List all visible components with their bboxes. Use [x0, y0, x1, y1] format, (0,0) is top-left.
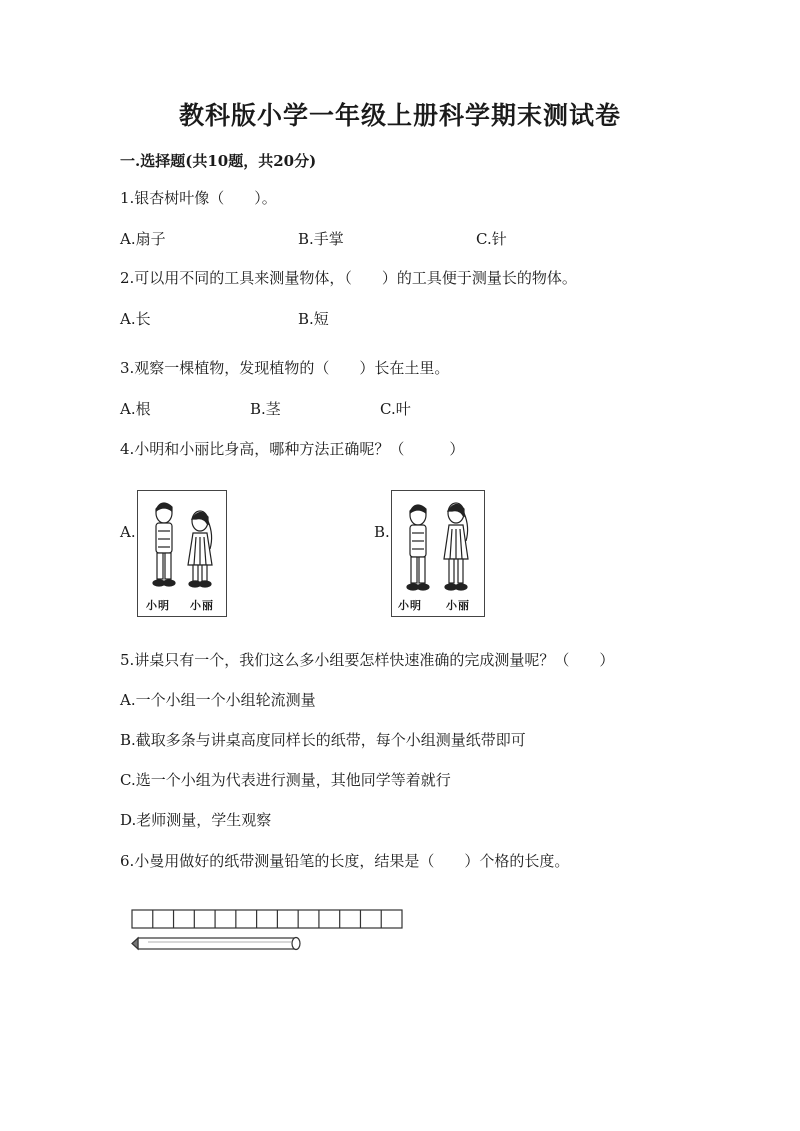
question-1-option-a: A.扇子	[120, 230, 166, 248]
height-comparison-figure-a	[137, 490, 227, 617]
height-comparison-figure-b	[391, 490, 485, 617]
question-4-option-a: A.	[120, 523, 136, 541]
page-title: 教科版小学一年级上册科学期末测试卷	[178, 101, 621, 130]
question-2-option-a: A.长	[120, 310, 151, 328]
question-4-stem: 4.小明和小丽比身高，哪种方法正确呢？（ ）	[120, 440, 465, 458]
question-3-stem: 3.观察一棵植物，发现植物的（ ）长在土里。	[120, 359, 450, 377]
figure-a-label-girl: 小丽	[190, 599, 214, 612]
figure-b-label-girl: 小丽	[446, 599, 470, 612]
strip-and-pencil-figure	[128, 908, 408, 956]
question-1-option-b: B.手掌	[298, 230, 344, 248]
question-2-stem: 2.可以用不同的工具来测量物体，（ ）的工具便于测量长的物体。	[120, 269, 577, 287]
question-5-option-a: A.一个小组一个小组轮流测量	[120, 691, 316, 709]
question-5-option-c: C.选一个小组为代表进行测量，其他同学等着就行	[120, 771, 451, 789]
question-1-option-c: C.针	[476, 230, 507, 248]
question-3-option-a: A.根	[120, 400, 151, 418]
question-2-option-b: B.短	[298, 310, 329, 328]
question-6-stem: 6.小曼用做好的纸带测量铅笔的长度，结果是（ ）个格的长度。	[120, 852, 570, 870]
section-heading: 一.选择题(共10题，共20分)	[120, 152, 317, 170]
question-4-option-b: B.	[374, 523, 390, 541]
figure-a-label-boy: 小明	[146, 599, 170, 612]
question-5-option-d: D.老师测量，学生观察	[120, 811, 272, 829]
question-3-option-b: B.茎	[250, 400, 281, 418]
pencil	[132, 938, 300, 950]
figure-b-label-boy: 小明	[398, 599, 422, 612]
question-3-option-c: C.叶	[380, 400, 411, 418]
question-5-option-b: B.截取多条与讲桌高度同样长的纸带，每个小组测量纸带即可	[120, 731, 526, 749]
question-5-stem: 5.讲桌只有一个，我们这么多小组要怎样快速准确的完成测量呢？（ ）	[120, 651, 615, 669]
question-1-stem: 1.银杏树叶像（ ）。	[120, 189, 277, 207]
paper-strip	[132, 910, 402, 928]
